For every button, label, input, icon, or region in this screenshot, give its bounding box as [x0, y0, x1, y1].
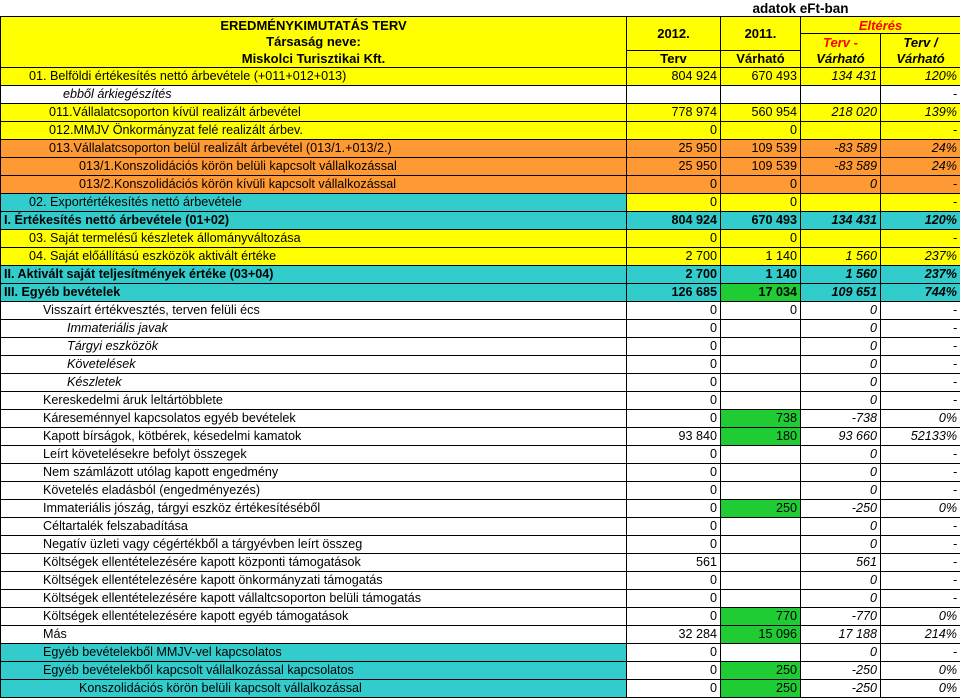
- cell-varhato: 770: [721, 607, 801, 625]
- cell-terv: 804 924: [627, 211, 721, 229]
- cell-terv: 93 840: [627, 427, 721, 445]
- row-label: Kereskedelmi áruk leltártöbblete: [1, 391, 627, 409]
- cell-terv: 0: [627, 175, 721, 193]
- cell-difference: 134 431: [801, 211, 881, 229]
- header-blank: [881, 0, 960, 17]
- table-row: [1, 481, 960, 499]
- cell-varhato: 0: [721, 229, 801, 247]
- cell-ratio: -: [881, 589, 960, 607]
- cell-difference: 134 431: [801, 67, 881, 85]
- col-header-varhato-diff: Várható: [801, 50, 881, 67]
- cell-difference: 0: [801, 391, 881, 409]
- col-header-terv-div: Terv /: [881, 34, 960, 51]
- cell-ratio: 0%: [881, 679, 960, 697]
- table-row: [1, 211, 960, 229]
- cell-ratio: 237%: [881, 247, 960, 265]
- table-row: [1, 535, 960, 553]
- cell-difference: 1 560: [801, 265, 881, 283]
- cell-varhato: 670 493: [721, 67, 801, 85]
- cell-terv: 2 700: [627, 247, 721, 265]
- cell-ratio: -: [881, 571, 960, 589]
- row-label: Immateriális jószág, tárgyi eszköz értékesítéséből: [1, 499, 627, 517]
- cell-ratio: -: [881, 445, 960, 463]
- cell-varhato: [721, 355, 801, 373]
- cell-difference: 0: [801, 319, 881, 337]
- cell-terv: 0: [627, 301, 721, 319]
- cell-terv: 0: [627, 517, 721, 535]
- cell-terv: 0: [627, 589, 721, 607]
- cell-terv: [627, 85, 721, 103]
- table-row: [1, 319, 960, 337]
- cell-difference: 0: [801, 589, 881, 607]
- row-label: Költségek ellentételezésére kapott központi támogatások: [1, 553, 627, 571]
- cell-varhato: 250: [721, 679, 801, 697]
- row-label: 01. Belföldi értékesítés nettó árbevétele (+011+012+013): [1, 67, 627, 85]
- cell-difference: 0: [801, 445, 881, 463]
- row-label: Leírt követelésekre befolyt összegek: [1, 445, 627, 463]
- cell-varhato: [721, 445, 801, 463]
- table-row: [1, 103, 960, 121]
- cell-terv: 0: [627, 355, 721, 373]
- cell-ratio: -: [881, 175, 960, 193]
- cell-terv: 0: [627, 607, 721, 625]
- cell-difference: 0: [801, 517, 881, 535]
- cell-varhato: 1 140: [721, 265, 801, 283]
- row-label: 013.Vállalatcsoporton belül realizált árbevétel (013/1.+013/2.): [1, 139, 627, 157]
- report-title: EREDMÉNYKIMUTATÁS TERV: [1, 17, 627, 34]
- row-label: Tárgyi eszközök: [1, 337, 627, 355]
- table-row: [1, 391, 960, 409]
- col-header-2012: 2012.: [627, 17, 721, 51]
- cell-ratio: -: [881, 643, 960, 661]
- cell-terv: 126 685: [627, 283, 721, 301]
- row-label: 011.Vállalatcsoporton kívül realizált árbevétel: [1, 103, 627, 121]
- cell-difference: 0: [801, 463, 881, 481]
- cell-varhato: 560 954: [721, 103, 801, 121]
- table-row: [1, 643, 960, 661]
- row-label: III. Egyéb bevételek: [1, 283, 627, 301]
- cell-terv: 0: [627, 499, 721, 517]
- row-label: Költségek ellentételezésére kapott vállaltcsoporton belüli támogatás: [1, 589, 627, 607]
- cell-difference: [801, 85, 881, 103]
- cell-terv: 32 284: [627, 625, 721, 643]
- cell-terv: 778 974: [627, 103, 721, 121]
- cell-ratio: 0%: [881, 661, 960, 679]
- cell-terv: 0: [627, 661, 721, 679]
- row-label: II. Aktivált saját teljesítmények értéke (03+04): [1, 265, 627, 283]
- table-row: [1, 445, 960, 463]
- cell-ratio: -: [881, 355, 960, 373]
- cell-terv: 0: [627, 481, 721, 499]
- cell-difference: 93 660: [801, 427, 881, 445]
- cell-terv: 0: [627, 319, 721, 337]
- table-row: [1, 265, 960, 283]
- table-row: [1, 283, 960, 301]
- table-row: [1, 139, 960, 157]
- cell-varhato: 17 034: [721, 283, 801, 301]
- table-row: [1, 121, 960, 139]
- cell-varhato: 250: [721, 661, 801, 679]
- cell-ratio: -: [881, 481, 960, 499]
- table-row: [1, 553, 960, 571]
- cell-varhato: 250: [721, 499, 801, 517]
- cell-difference: 561: [801, 553, 881, 571]
- table-row: [1, 247, 960, 265]
- table-row: [1, 499, 960, 517]
- units-note: adatok eFt-ban: [721, 0, 881, 17]
- cell-varhato: [721, 463, 801, 481]
- cell-terv: 0: [627, 337, 721, 355]
- cell-terv: 804 924: [627, 67, 721, 85]
- cell-ratio: -: [881, 463, 960, 481]
- row-label: ebből árkiegészítés: [1, 85, 627, 103]
- cell-varhato: [721, 517, 801, 535]
- cell-terv: 561: [627, 553, 721, 571]
- row-label: 013/2.Konszolidációs körön kívüli kapcsolt vállalkozással: [1, 175, 627, 193]
- cell-varhato: [721, 319, 801, 337]
- cell-difference: 1 560: [801, 247, 881, 265]
- col-header-difference: Eltérés: [801, 17, 960, 34]
- cell-varhato: [721, 553, 801, 571]
- cell-terv: 0: [627, 193, 721, 211]
- col-header-terv: Terv: [627, 50, 721, 67]
- row-label: 02. Exportértékesítés nettó árbevétele: [1, 193, 627, 211]
- cell-terv: 0: [627, 571, 721, 589]
- cell-difference: [801, 193, 881, 211]
- cell-ratio: -: [881, 193, 960, 211]
- cell-terv: 0: [627, 391, 721, 409]
- header-blank: [1, 0, 627, 17]
- cell-difference: -250: [801, 499, 881, 517]
- cell-ratio: 120%: [881, 67, 960, 85]
- row-label: Nem számlázott utólag kapott engedmény: [1, 463, 627, 481]
- row-label: Követelések: [1, 355, 627, 373]
- cell-ratio: 24%: [881, 157, 960, 175]
- cell-varhato: 1 140: [721, 247, 801, 265]
- cell-difference: -83 589: [801, 139, 881, 157]
- cell-terv: 0: [627, 121, 721, 139]
- cell-terv: 0: [627, 445, 721, 463]
- table-row: [1, 193, 960, 211]
- cell-ratio: -: [881, 517, 960, 535]
- cell-terv: 0: [627, 229, 721, 247]
- cell-difference: -738: [801, 409, 881, 427]
- cell-terv: 0: [627, 463, 721, 481]
- cell-difference: 109 651: [801, 283, 881, 301]
- cell-difference: 0: [801, 571, 881, 589]
- col-header-varhato: Várható: [721, 50, 801, 67]
- row-label: Egyéb bevételekből MMJV-vel kapcsolatos: [1, 643, 627, 661]
- cell-difference: 0: [801, 643, 881, 661]
- cell-varhato: 738: [721, 409, 801, 427]
- table-row: [1, 373, 960, 391]
- cell-difference: -250: [801, 661, 881, 679]
- cell-difference: [801, 229, 881, 247]
- row-label: Egyéb bevételekből kapcsolt vállalkozással kapcsolatos: [1, 661, 627, 679]
- cell-terv: 0: [627, 409, 721, 427]
- cell-varhato: 180: [721, 427, 801, 445]
- cell-ratio: 52133%: [881, 427, 960, 445]
- cell-varhato: [721, 391, 801, 409]
- row-label: 012.MMJV Önkormányzat felé realizált árbev.: [1, 121, 627, 139]
- cell-varhato: 0: [721, 193, 801, 211]
- row-label: Készletek: [1, 373, 627, 391]
- row-label: Követelés eladásból (engedményezés): [1, 481, 627, 499]
- cell-ratio: 24%: [881, 139, 960, 157]
- row-label: Költségek ellentételezésére kapott egyéb támogatások: [1, 607, 627, 625]
- table-body: [1, 67, 960, 697]
- cell-varhato: 670 493: [721, 211, 801, 229]
- cell-ratio: -: [881, 121, 960, 139]
- cell-difference: 0: [801, 337, 881, 355]
- col-header-2011: 2011.: [721, 17, 801, 51]
- cell-ratio: 214%: [881, 625, 960, 643]
- cell-ratio: 120%: [881, 211, 960, 229]
- col-header-varhato-ratio: Várható: [881, 50, 960, 67]
- cell-terv: 25 950: [627, 157, 721, 175]
- row-label: Immateriális javak: [1, 319, 627, 337]
- cell-difference: 0: [801, 481, 881, 499]
- cell-ratio: -: [881, 229, 960, 247]
- company-name: Miskolci Turisztikai Kft.: [1, 50, 627, 67]
- cell-difference: 0: [801, 535, 881, 553]
- cell-ratio: -: [881, 301, 960, 319]
- table-row: [1, 463, 960, 481]
- row-label: 013/1.Konszolidációs körön belüli kapcsolt vállalkozással: [1, 157, 627, 175]
- cell-varhato: 0: [721, 175, 801, 193]
- table-row: [1, 427, 960, 445]
- table-row: [1, 409, 960, 427]
- cell-varhato: 15 096: [721, 625, 801, 643]
- cell-varhato: [721, 589, 801, 607]
- table-row: [1, 607, 960, 625]
- cell-terv: 0: [627, 373, 721, 391]
- cell-ratio: 0%: [881, 607, 960, 625]
- table-row: [1, 355, 960, 373]
- cell-ratio: -: [881, 85, 960, 103]
- cell-ratio: -: [881, 373, 960, 391]
- cell-varhato: 0: [721, 301, 801, 319]
- cell-difference: 218 020: [801, 103, 881, 121]
- cell-difference: 0: [801, 301, 881, 319]
- cell-varhato: [721, 571, 801, 589]
- cell-varhato: 0: [721, 121, 801, 139]
- row-label: 03. Saját termelésű készletek állományváltozása: [1, 229, 627, 247]
- row-label: 04. Saját előállítású eszközök aktivált értéke: [1, 247, 627, 265]
- cell-varhato: 109 539: [721, 139, 801, 157]
- table-row: [1, 229, 960, 247]
- cell-difference: 17 188: [801, 625, 881, 643]
- cell-terv: 0: [627, 643, 721, 661]
- row-label: Konszolidációs körön belüli kapcsolt vállalkozással: [1, 679, 627, 697]
- cell-terv: 0: [627, 679, 721, 697]
- cell-varhato: 109 539: [721, 157, 801, 175]
- table-row: [1, 661, 960, 679]
- cell-varhato: [721, 373, 801, 391]
- col-header-terv-minus: Terv -: [801, 34, 881, 51]
- row-label: Kapott bírságok, kötbérek, késedelmi kamatok: [1, 427, 627, 445]
- cell-varhato: [721, 337, 801, 355]
- cell-ratio: 744%: [881, 283, 960, 301]
- table-row: [1, 85, 960, 103]
- cell-terv: 0: [627, 535, 721, 553]
- cell-difference: -250: [801, 679, 881, 697]
- row-label: Költségek ellentételezésére kapott önkormányzati támogatás: [1, 571, 627, 589]
- cell-ratio: -: [881, 535, 960, 553]
- cell-difference: -770: [801, 607, 881, 625]
- header-blank: [627, 0, 721, 17]
- row-label: I. Értékesítés nettó árbevétele (01+02): [1, 211, 627, 229]
- table-row: [1, 175, 960, 193]
- cell-varhato: [721, 481, 801, 499]
- cell-difference: [801, 121, 881, 139]
- table-row: [1, 517, 960, 535]
- row-label: Más: [1, 625, 627, 643]
- cell-difference: -83 589: [801, 157, 881, 175]
- table-row: [1, 301, 960, 319]
- cell-ratio: 0%: [881, 499, 960, 517]
- table-row: [1, 679, 960, 697]
- table-row: [1, 625, 960, 643]
- cell-ratio: -: [881, 337, 960, 355]
- table-row: [1, 571, 960, 589]
- row-label: Káreseménnyel kapcsolatos egyéb bevételek: [1, 409, 627, 427]
- table-row: [1, 67, 960, 85]
- table-row: [1, 337, 960, 355]
- table-row: [1, 157, 960, 175]
- row-label: Negatív üzleti vagy cégértékből a tárgyévben leírt összeg: [1, 535, 627, 553]
- row-label: Visszaírt értékvesztés, terven felüli écs: [1, 301, 627, 319]
- cell-terv: 2 700: [627, 265, 721, 283]
- cell-ratio: 139%: [881, 103, 960, 121]
- cell-ratio: -: [881, 319, 960, 337]
- cell-ratio: -: [881, 553, 960, 571]
- cell-varhato: [721, 85, 801, 103]
- cell-ratio: -: [881, 391, 960, 409]
- cell-varhato: [721, 643, 801, 661]
- row-label: Céltartalék felszabadítása: [1, 517, 627, 535]
- company-label: Társaság neve:: [1, 34, 627, 51]
- cell-difference: 0: [801, 355, 881, 373]
- cell-ratio: 0%: [881, 409, 960, 427]
- cell-terv: 25 950: [627, 139, 721, 157]
- table-row: [1, 589, 960, 607]
- cell-ratio: 237%: [881, 265, 960, 283]
- cell-difference: 0: [801, 175, 881, 193]
- cell-varhato: [721, 535, 801, 553]
- cell-difference: 0: [801, 373, 881, 391]
